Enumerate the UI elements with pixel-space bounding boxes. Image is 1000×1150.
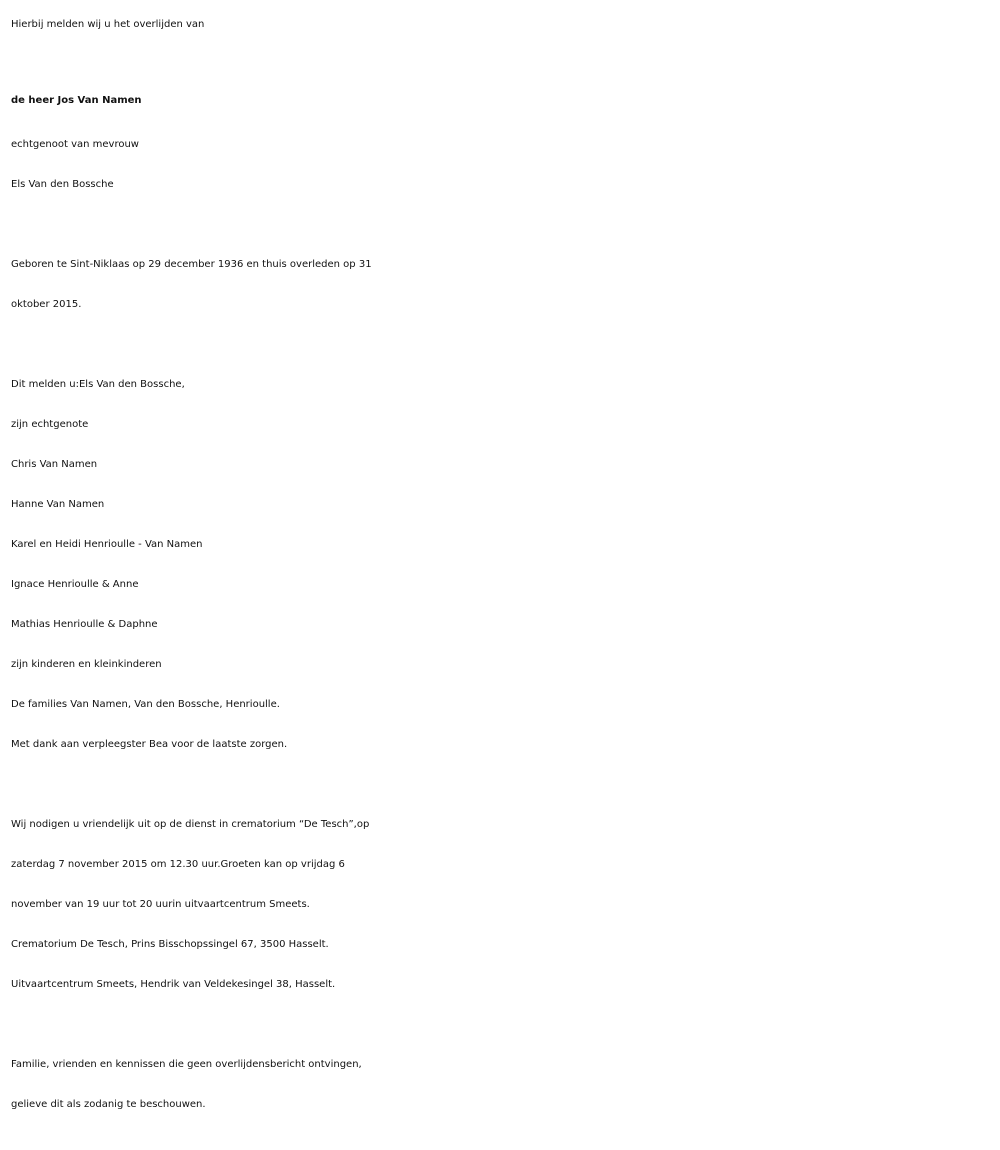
family-line: Dit melden u:Els Van den Bossche,	[11, 379, 185, 390]
spouse-name: Els Van den Bossche	[11, 179, 114, 190]
family-line: Ignace Henrioulle & Anne	[11, 579, 139, 590]
family-line: Chris Van Namen	[11, 459, 98, 470]
family-line: Karel en Heidi Henrioulle - Van Namen	[11, 539, 203, 550]
spacer	[11, 325, 991, 365]
spacer	[11, 1005, 991, 1045]
family-line: zijn kinderen en kleinkinderen	[11, 659, 162, 670]
death-notice	[11, 5, 991, 1125]
birth-death-line: oktober 2015.	[11, 299, 82, 310]
spacer	[11, 205, 991, 245]
family-line: Met dank aan verpleegster Bea voor de laatste zorgen.	[11, 739, 288, 750]
family-line: Hanne Van Namen	[11, 499, 105, 510]
service-line: zaterdag 7 november 2015 om 12.30 uur.Groeten kan op vrijdag 6	[11, 859, 345, 870]
spacer	[11, 765, 991, 805]
service-line: Wij nodigen u vriendelijk uit op de dienst in crematorium “De Tesch”,op	[11, 819, 370, 830]
deceased-relation: echtgenoot van mevrouw	[11, 139, 139, 150]
service-line: Uitvaartcentrum Smeets, Hendrik van Veldekesingel 38, Hasselt.	[11, 979, 336, 990]
service-line: Crematorium De Tesch, Prins Bisschopssingel 67, 3500 Hasselt.	[11, 939, 329, 950]
service-line: november van 19 uur tot 20 uurin uitvaartcentrum Smeets.	[11, 899, 310, 910]
birth-death-line: Geboren te Sint-Niklaas op 29 december 1936 en thuis overleden op 31	[11, 259, 372, 270]
family-line: zijn echtgenote	[11, 419, 89, 430]
closing-line: Familie, vrienden en kennissen die geen overlijdensbericht ontvingen,	[11, 1059, 362, 1070]
closing-line: gelieve dit als zodanig te beschouwen.	[11, 1099, 206, 1110]
intro-text: Hierbij melden wij u het overlijden van	[11, 19, 205, 30]
family-line: De families Van Namen, Van den Bossche, Henrioulle.	[11, 699, 280, 710]
deceased-name: de heer Jos Van Namen	[11, 95, 142, 106]
family-line: Mathias Henrioulle & Daphne	[11, 619, 158, 630]
